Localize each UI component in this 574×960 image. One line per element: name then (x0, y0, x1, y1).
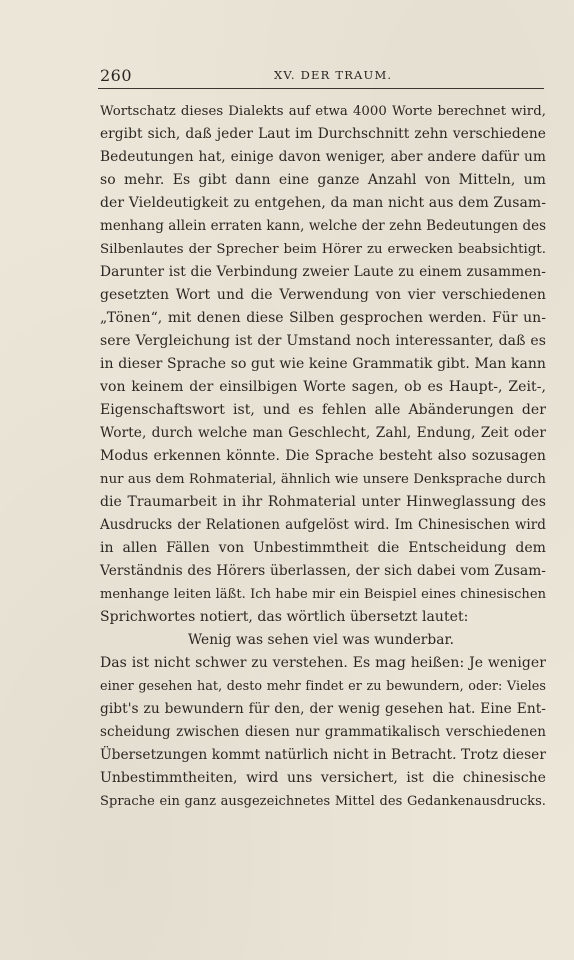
text-line: Darunter ist die Verbindung zweier Laute zu einem zusammen- (100, 264, 546, 280)
text-line: Sprache ein ganz ausgezeichnetes Mittel des Gedankenausdrucks. (100, 794, 546, 809)
text-line: Verständnis des Hörers überlassen, der sich dabei vom Zusam- (100, 563, 546, 579)
text-line: der Vieldeutigkeit zu entgehen, da man nicht aus dem Zusam- (100, 195, 546, 211)
page-number: 260 (100, 66, 133, 85)
text-line: in dieser Sprache so gut wie keine Grammatik gibt. Man kann (100, 356, 546, 372)
text-line: gibt's zu bewundern für den, der wenig gesehen hat. Eine Ent- (100, 701, 546, 717)
text-line: scheidung zwischen diesen nur grammatikalisch verschiedenen (100, 724, 546, 740)
text-line: ergibt sich, daß jeder Laut im Durchschnitt zehn verschiedene (100, 126, 546, 142)
text-line: einer gesehen hat, desto mehr findet er zu bewundern, oder: Vieles (100, 679, 546, 694)
text-line: menhang allein erraten kann, welche der zehn Bedeutungen des (100, 218, 547, 234)
text-line: Modus erkennen könnte. Die Sprache besteht also sozusagen (100, 448, 546, 464)
text-line: Sprichwortes notiert, das wörtlich übersetzt lautet: (100, 609, 469, 625)
page-header (98, 66, 544, 88)
text-line: die Traumarbeit in ihr Rohmaterial unter Hinweglassung des (100, 494, 546, 510)
text-line: so mehr. Es gibt dann eine ganze Anzahl von Mitteln, um (100, 172, 546, 188)
body-text (100, 100, 546, 813)
text-line: „Tönen“, mit denen diese Silben gesprochen werden. Für un- (100, 310, 546, 326)
text-line: Bedeutungen hat, einige davon weniger, aber andere dafür um (100, 149, 546, 165)
running-title: XV. DER TRAUM. (274, 68, 393, 82)
text-line: Das ist nicht schwer zu verstehen. Es mag heißen: Je weniger (100, 655, 546, 671)
text-line: von keinem der einsilbigen Worte sagen, ob es Haupt-, Zeit-, (100, 379, 546, 395)
text-line: gesetzten Wort und die Verwendung von vier verschiedenen (100, 287, 546, 303)
text-line: in allen Fällen von Unbestimmtheit die Entscheidung dem (100, 540, 546, 556)
text-line: Unbestimmtheiten, wird uns versichert, ist die chinesische (100, 770, 546, 786)
text-line: Worte, durch welche man Geschlecht, Zahl, Endung, Zeit oder (100, 425, 546, 441)
text-line: Wortschatz dieses Dialekts auf etwa 4000 Worte berechnet wird, (100, 104, 546, 119)
text-line: sere Vergleichung ist der Umstand noch interessanter, daß es (100, 333, 546, 349)
text-line: Ausdrucks der Relationen aufgelöst wird. Im Chinesischen wird (100, 517, 546, 533)
text-line: Übersetzungen kommt natürlich nicht in Betracht. Trotz dieser (100, 747, 546, 763)
header-rule (98, 88, 544, 89)
text-line: nur aus dem Rohmaterial, ähnlich wie unsere Denksprache durch (100, 472, 546, 487)
text-line: Eigenschaftswort ist, und es fehlen alle Abänderungen der (100, 402, 546, 418)
text-line: menhange leiten läßt. Ich habe mir ein Beispiel eines chinesischen (100, 587, 546, 602)
quoted-proverb: Wenig was sehen viel was wunderbar. (188, 632, 455, 648)
text-line: Silbenlautes der Sprecher beim Hörer zu erwecken beabsichtigt. (100, 242, 546, 257)
